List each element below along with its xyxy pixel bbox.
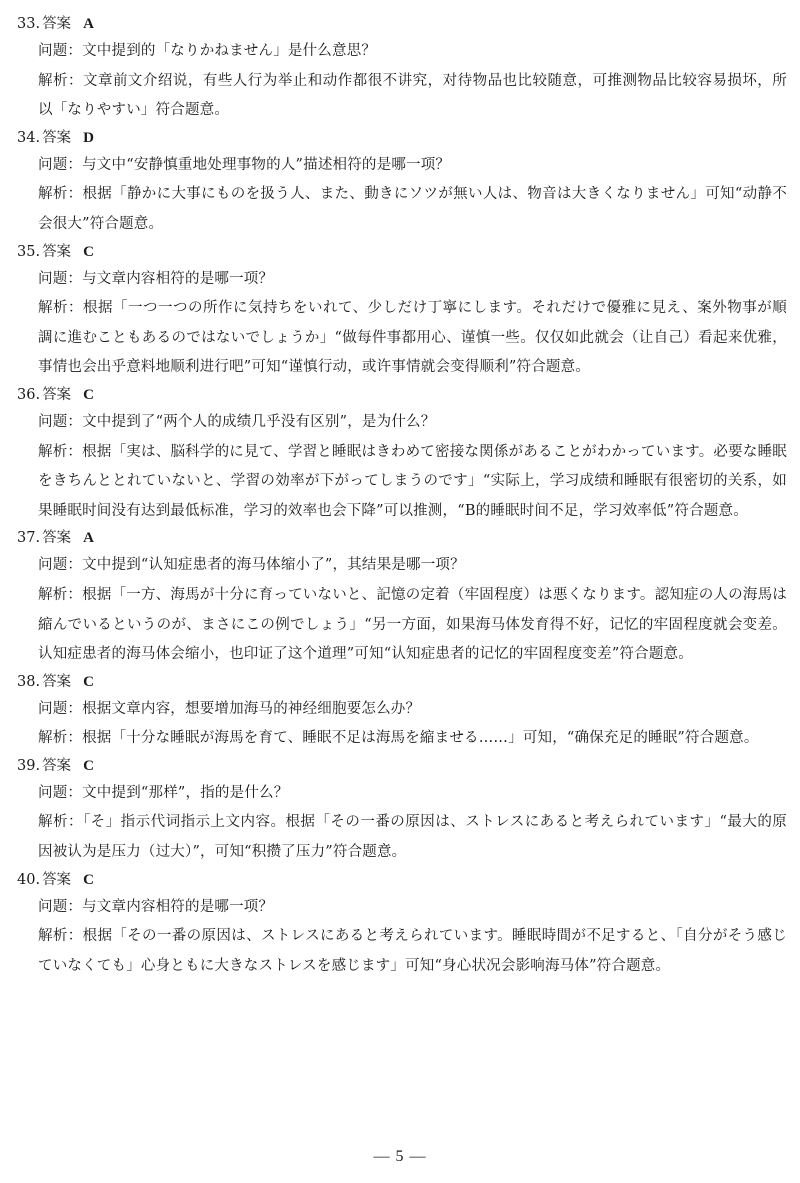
answer-line	[17, 240, 787, 265]
answer-item	[17, 526, 787, 669]
analysis-label: 解析：	[38, 730, 83, 747]
analysis-paragraph	[17, 180, 787, 239]
answer-letter: A	[83, 530, 94, 547]
analysis-label: 解析：	[38, 586, 83, 603]
question-label: 问题：	[38, 700, 83, 717]
answer-line	[17, 526, 787, 551]
answer-line	[17, 12, 787, 37]
analysis-label: 解析：	[38, 928, 83, 945]
answer-letter: C	[83, 243, 94, 260]
analysis-label: 解析：	[38, 443, 83, 460]
analysis-paragraph	[17, 581, 787, 670]
analysis-text: 文章前文介绍说，有些人行为举止和动作都很不讲究，对待物品也比较随意，可推测物品比较容易损坏，所以「なりやすい」符合题意。	[38, 72, 787, 119]
item-number: 37.	[17, 530, 41, 547]
question-text: 与文章内容相符的是哪一项？	[82, 898, 274, 915]
answer-line	[17, 754, 787, 779]
analysis-label: 解析：	[38, 300, 83, 317]
question-paragraph	[17, 151, 787, 181]
question-paragraph	[17, 408, 787, 438]
answer-label: 答案	[42, 129, 72, 146]
question-label: 问题：	[38, 43, 83, 59]
page-number: — 5 —	[373, 1148, 427, 1165]
answer-letter: C	[83, 757, 94, 774]
item-number: 35.	[17, 243, 41, 260]
question-text: 根据文章内容，想要增加海马的神经细胞要怎么办？	[82, 700, 421, 717]
analysis-paragraph	[17, 294, 787, 383]
answer-line	[17, 868, 787, 893]
question-paragraph	[17, 37, 787, 67]
question-text: 文中提到“那样”，指的是什么？	[82, 784, 289, 801]
answer-key-document	[17, 12, 787, 981]
answer-letter: C	[83, 673, 94, 690]
answer-label: 答案	[42, 386, 72, 403]
analysis-text: 根据「十分な睡眠が海馬を育て、睡眠不足は海馬を縮ませる……」可知，“确保充足的睡眠”符合题意。	[82, 730, 759, 747]
item-number: 33.	[17, 16, 41, 32]
analysis-label: 解析：	[38, 814, 83, 831]
item-number: 39.	[17, 757, 41, 774]
item-number: 40.	[17, 871, 41, 888]
answer-line	[17, 126, 787, 151]
analysis-text: 「そ」指示代词指示上文内容。根据「その一番の原因は、ストレスにあると考えられています」“最大的原因被认为是压力（过大）”，可知“积攒了压力”符合题意。	[38, 814, 787, 861]
item-number: 34.	[17, 129, 41, 146]
question-label: 问题：	[38, 557, 83, 574]
item-number: 36.	[17, 386, 41, 403]
analysis-label: 解析：	[38, 72, 83, 89]
question-paragraph	[17, 265, 787, 295]
analysis-label: 解析：	[38, 186, 83, 203]
question-text: 文中提到“认知症患者的海马体缩小了”，其结果是哪一项？	[82, 557, 465, 574]
question-label: 问题：	[38, 413, 83, 430]
analysis-text: 根据「静かに大事にものを扱う人、また、動きにソツが無い人は、物音は大きくなりません」可知“动静不会很大”符合题意。	[38, 186, 787, 232]
answer-item	[17, 670, 787, 754]
answer-item	[17, 754, 787, 868]
answer-item	[17, 868, 787, 982]
answer-label: 答案	[42, 530, 72, 547]
question-text: 文中提到了“两个人的成绩几乎没有区别”，是为什么？	[82, 413, 436, 430]
analysis-paragraph	[17, 67, 787, 126]
answer-label: 答案	[42, 673, 72, 690]
answer-item	[17, 383, 787, 526]
question-label: 问题：	[38, 156, 83, 173]
answer-label: 答案	[42, 16, 72, 32]
question-label: 问题：	[38, 898, 83, 915]
analysis-paragraph	[17, 438, 787, 527]
question-text: 与文中“安静慎重地处理事物的人”描述相符的是哪一项？	[82, 156, 451, 173]
analysis-paragraph	[17, 808, 787, 867]
question-text: 文中提到的「なりかねません」是什么意思？	[82, 43, 377, 59]
analysis-text: 根据「一方、海馬が十分に育っていないと、記憶の定着（牢固程度）は悪くなります。認知症の人の海馬は縮んでいるというのが、まさにこの例でしょう」“另一方面，如果海马体发育得不好，记忆的牢固程度就会变差。认知症患者的海马体会缩小，也印证了这个道理”可知“认知症患者的记忆的牢固程度变差”符合题意。	[38, 586, 788, 663]
answer-label: 答案	[42, 757, 72, 774]
answer-item	[17, 12, 787, 126]
question-paragraph	[17, 551, 787, 581]
analysis-paragraph	[17, 922, 787, 981]
question-label: 问题：	[38, 270, 83, 287]
question-paragraph	[17, 695, 787, 725]
answer-line	[17, 383, 787, 408]
question-paragraph	[17, 893, 787, 923]
analysis-text: 根据「実は、脳科学的に見て、学習と睡眠はきわめて密接な関係があることがわかっています。必要な睡眠をきちんととれていないと、学習の効率が下がってしまうのです」“实际上，学习成绩和睡眠有很密切的关系，如果睡眠时间没有达到最低标准，学习的效率也会下降”可以推测，“B的睡眠时间不足，学习效率低”符合题意。	[38, 443, 787, 519]
item-number: 38.	[17, 673, 41, 690]
question-label: 问题：	[38, 784, 83, 801]
answer-label: 答案	[42, 243, 72, 260]
analysis-text: 根据「その一番の原因は、ストレスにあると考えられています。睡眠時間が不足すると、「自分がそう感じていなくても」心身ともに大きなストレスを感じます」可知“身心状况会影响海马体”符合题意。	[38, 928, 787, 974]
answer-item	[17, 126, 787, 240]
answer-letter: C	[83, 386, 94, 403]
question-paragraph	[17, 779, 787, 809]
answer-line	[17, 670, 787, 695]
answer-letter: C	[83, 871, 94, 888]
answer-letter: A	[83, 16, 94, 32]
answer-label: 答案	[42, 871, 72, 888]
answer-letter: D	[83, 129, 94, 146]
analysis-paragraph	[17, 724, 787, 754]
analysis-text: 根据「一つ一つの所作に気持ちをいれて、少しだけ丁寧にします。それだけで優雅に見え、案外物事が順調に進むこともあるのではないでしょうか」“做每件事都用心、谨慎一些。仅仅如此就会（让自己）看起来优雅，事情也会出乎意料地顺利进行吧”可知“谨慎行动，或许事情就会变得顺利”符合题意。	[38, 300, 787, 376]
answer-item	[17, 240, 787, 383]
question-text: 与文章内容相符的是哪一项？	[82, 270, 274, 287]
